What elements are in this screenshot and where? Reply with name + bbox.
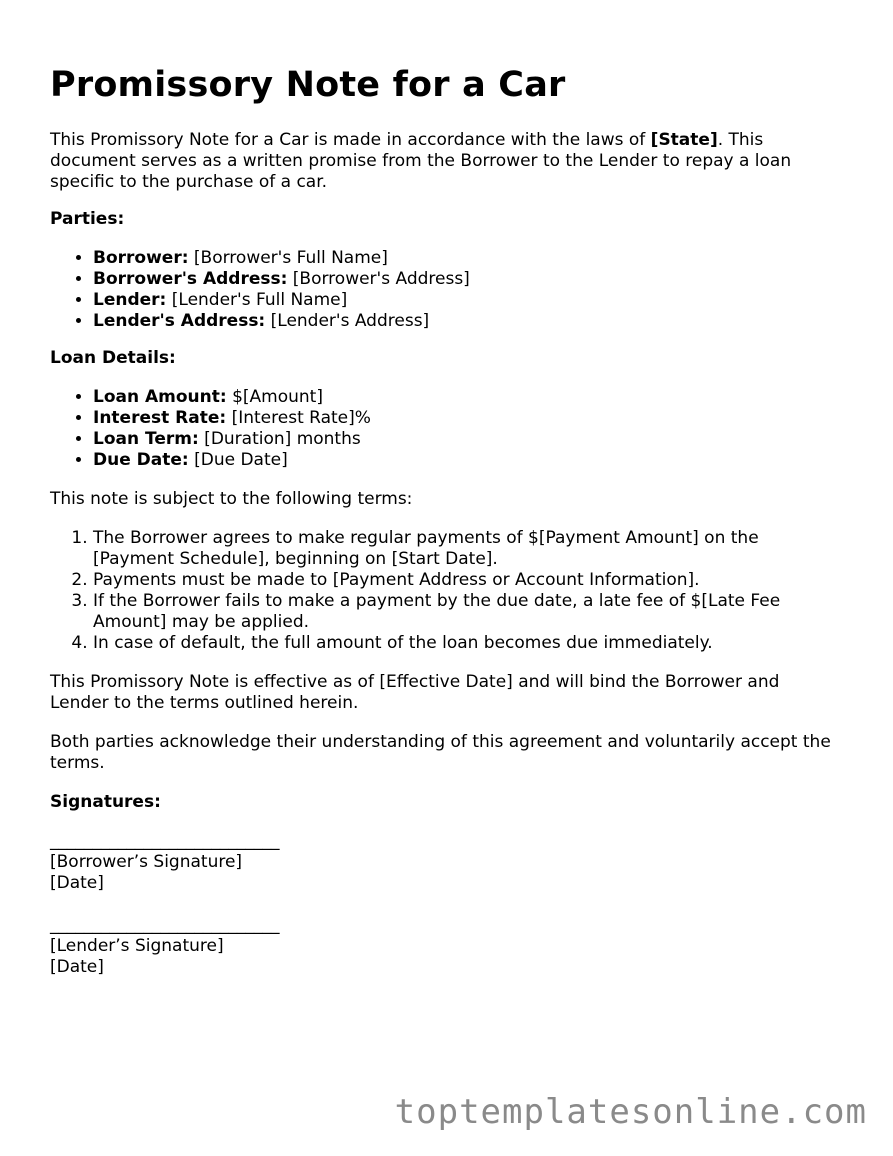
parties-heading: Parties:: [50, 209, 125, 229]
party-value: [Lender's Full Name]: [166, 290, 348, 310]
loan-details-heading: Loan Details:: [50, 348, 176, 368]
party-label: Borrower:: [93, 248, 189, 268]
list-item: [93, 269, 840, 290]
loan-label: Interest Rate:: [93, 408, 227, 428]
party-label: Lender:: [93, 290, 167, 310]
list-item: 1. The Borrower agrees to make regular payments of $[Payment Amount] on the [Payment Schedule], beginning on [Start Date].: [93, 528, 840, 570]
loan-label: Loan Term:: [93, 429, 199, 449]
loan-value: [Interest Rate]%: [226, 408, 371, 428]
list-item: 2. Payments must be made to [Payment Address or Account Information].: [93, 570, 840, 591]
list-item: 3. If the Borrower fails to make a payment by the due date, a late fee of $[Late Fee Amount] may be applied.: [93, 591, 840, 633]
party-value: [Borrower's Address]: [287, 269, 470, 289]
list-item: [93, 429, 840, 450]
loan-details-list: [50, 387, 840, 471]
acknowledge-paragraph: Both parties acknowledge their understanding of this agreement and voluntarily accept the terms.: [50, 732, 831, 773]
party-value: [Lender's Address]: [265, 311, 430, 331]
list-item: [93, 248, 840, 269]
document-title: Promissory Note for a Car: [50, 65, 566, 105]
loan-value: $[Amount]: [226, 387, 323, 407]
document-page: [50, 0, 840, 978]
intro-text-before: This Promissory Note for a Car is made in accordance with the laws of: [50, 130, 651, 150]
watermark-text: toptemplatesonline.com: [394, 1092, 867, 1132]
borrower-date-label: [Date]: [50, 873, 104, 893]
borrower-signature-label: [Borrower’s Signature]: [50, 852, 243, 872]
list-item: [93, 450, 840, 471]
party-value: [Borrower's Full Name]: [188, 248, 388, 268]
list-item: [93, 387, 840, 408]
effective-paragraph: This Promissory Note is effective as of [Effective Date] and will bind the Borrower and Lender to the terms outlined herein.: [50, 672, 780, 713]
loan-value: [Due Date]: [188, 450, 288, 470]
lender-date-label: [Date]: [50, 957, 104, 977]
borrower-signature-line: ___________________________: [50, 831, 280, 851]
party-label: Borrower's Address:: [93, 269, 288, 289]
borrower-signature-block: [50, 831, 840, 894]
list-item: 4. In case of default, the full amount of the loan becomes due immediately.: [93, 633, 840, 654]
loan-value: [Duration] months: [198, 429, 361, 449]
list-item: [93, 408, 840, 429]
party-label: Lender's Address:: [93, 311, 266, 331]
lender-signature-block: [50, 915, 840, 978]
signatures-heading: Signatures:: [50, 792, 161, 812]
lender-signature-label: [Lender’s Signature]: [50, 936, 224, 956]
terms-intro: This note is subject to the following terms:: [50, 489, 413, 509]
terms-list: [50, 528, 840, 654]
parties-list: [50, 248, 840, 332]
state-placeholder: [State]: [650, 130, 718, 150]
loan-label: Due Date:: [93, 450, 189, 470]
list-item: [93, 290, 840, 311]
lender-signature-line: ___________________________: [50, 915, 280, 935]
intro-text-after: . This document serves as a written promise from the Borrower to the Lender to repay a loan specific to the purchase of a car.: [50, 130, 792, 192]
intro-paragraph: [50, 130, 840, 193]
list-item: [93, 311, 840, 332]
loan-label: Loan Amount:: [93, 387, 227, 407]
